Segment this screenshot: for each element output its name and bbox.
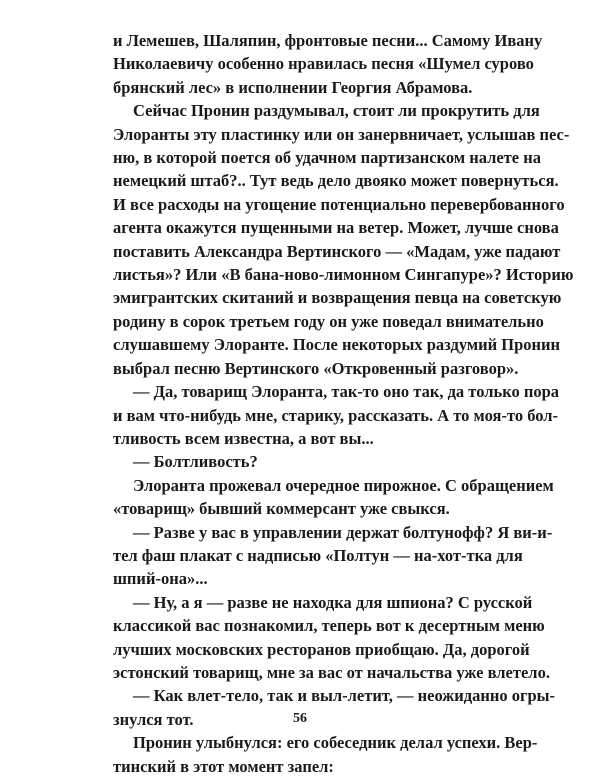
text-line: и вам что-нибудь мне, старику, рассказать. А то моя-то бол- [113, 405, 559, 425]
text-line: слушавшему Элоранте. После некоторых раздумий Пронин [113, 335, 561, 355]
text-line: шпий-она»... [113, 569, 208, 589]
text-line: ню, в которой поется об удачном партизанском налете на [113, 148, 541, 168]
page-number: 56 [293, 711, 307, 726]
text-line: И все расходы на угощение потенциально перевербованного [113, 194, 565, 214]
text-line: эстонский товарищ, мне за вас от начальства уже влетело. [113, 662, 550, 682]
text-line: агента окажутся пущенными на ветер. Может, лучше снова [113, 218, 559, 238]
text-line: выбрал песню Вертинского «Откровенный разговор». [113, 358, 519, 378]
text-line: Сейчас Пронин раздумывал, стоит ли прокрутить для [133, 101, 540, 121]
page-text-block [113, 29, 574, 778]
text-line: поставить Александра Вертинского — «Мадам, уже падают [113, 241, 561, 261]
text-line: — Да, товарищ Элоранта, так-то оно так, да только пора [133, 382, 560, 402]
text-line: «товарищ» бывший коммерсант уже свыкся. [113, 499, 450, 519]
text-line: тел фаш плакат с надписью «Полтун — на-хот-тка для [113, 545, 523, 565]
text-line: Элоранты эту пластинку или он занервничает, услышав пес- [113, 124, 570, 144]
text-line: Пронин улыбнулся: его собеседник делал успехи. Вер- [133, 733, 538, 753]
text-line: эмигрантских скитаний и возвращения певца на советскую [113, 288, 562, 308]
text-line: брянский лес» в исполнении Георгия Абрамова. [113, 77, 473, 97]
text-line: — Как влет-тело, так и выл-летит, — неожиданно огры- [133, 686, 556, 706]
text-line: Николаевичу особенно нравилась песня «Шумел сурово [113, 54, 534, 74]
text-line: родину в сорок третьем году он уже поведал внимательно [113, 311, 544, 331]
text-line: лучших московских ресторанов приобщаю. Да, дорогой [113, 639, 530, 659]
text-line: знулся тот. [113, 709, 194, 729]
text-line: тливость всем известна, а вот вы... [113, 428, 374, 448]
text-line: и Лемешев, Шаляпин, фронтовые песни... Самому Ивану [113, 31, 543, 50]
text-line: — Болтливость? [133, 452, 258, 472]
text-line: Элоранта прожевал очередное пирожное. С обращением [133, 475, 554, 495]
text-line: — Разве у вас в управлении держат болтунофф? Я ви-и- [133, 522, 553, 542]
text-line: немецкий штаб?.. Тут ведь дело двояко может повернуться. [113, 171, 559, 191]
text-line: листья»? Или «В бана-ново-лимонном Сингапуре»? Историю [113, 265, 574, 285]
text-line: — Ну, а я — разве не находка для шпиона? С русской [133, 592, 533, 612]
text-line: тинский в этот момент запел: [113, 756, 334, 776]
text-line: классикой вас познакомил, теперь вот к десертным меню [113, 616, 545, 636]
